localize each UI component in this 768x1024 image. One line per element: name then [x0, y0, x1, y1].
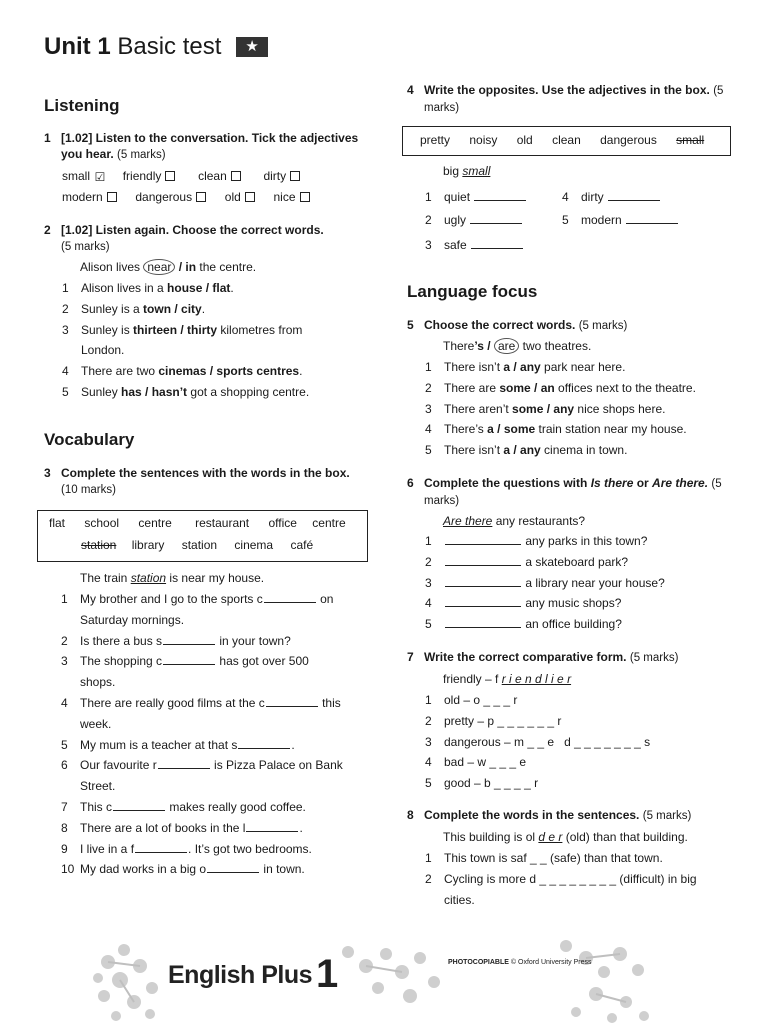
list-item[interactable]: 3 There aren’t some / any nice shops here.	[425, 401, 666, 416]
list-item[interactable]: 3 dangerous – m _ _ e d _ _ _ _ _ _ _ s	[425, 734, 651, 749]
question-5: 5 Choose the correct words. (5 marks)	[407, 318, 628, 332]
question-4-text: Write the opposites. Use the adjectives in the box.	[424, 83, 710, 97]
checkbox-icon[interactable]	[290, 171, 300, 181]
list-item[interactable]: 1 any parks in this town?	[425, 534, 648, 548]
option-modern[interactable]: modern	[62, 190, 117, 204]
language-focus-heading: Language focus	[407, 282, 538, 301]
q7-items	[425, 690, 650, 794]
option-dangerous[interactable]: dangerous	[135, 190, 206, 204]
checkbox-icon[interactable]	[196, 192, 206, 202]
q3-example: The train station is near my house.	[80, 571, 265, 585]
answer-blank[interactable]	[264, 591, 316, 603]
answer-blank[interactable]	[163, 633, 215, 645]
q8-example: This building is ol d e r (old) than that building.	[443, 830, 688, 844]
option-dirty[interactable]: dirty	[263, 169, 300, 183]
star-icon: ★	[236, 37, 268, 57]
list-item[interactable]: 9 I live in a f . It’s got two bedrooms.	[61, 841, 312, 856]
list-item[interactable]: 1 This town is saf _ _ (safe) than that town.	[425, 851, 663, 865]
list-item[interactable]: 8 There are a lot of books in the l .	[61, 820, 303, 835]
box-word: cinema	[234, 538, 274, 552]
question-3: 3 Complete the sentences with the words in the box. (10 marks)	[44, 466, 350, 496]
answer-blank[interactable]	[608, 189, 660, 201]
list-item: week.	[80, 716, 112, 731]
box-word: noisy	[469, 133, 498, 147]
list-item[interactable]: 2 Cycling is more d _ _ _ _ _ _ _ _ (difficult) in big	[425, 871, 697, 886]
footer	[90, 932, 650, 1024]
list-item[interactable]: 2 a skateboard park?	[425, 554, 629, 569]
checkbox-checked-icon[interactable]: ☑	[94, 170, 106, 184]
list-item[interactable]: 5 modern	[562, 210, 679, 231]
checkbox-icon[interactable]	[245, 192, 255, 202]
box-word: clean	[552, 133, 581, 147]
list-item[interactable]: 3 Sunley is thirteen / thirty kilometres from	[62, 322, 303, 337]
box-word: centre	[312, 516, 346, 530]
q5-example: There’s / are two theatres.	[443, 339, 592, 353]
box-word: library	[131, 538, 165, 552]
list-item[interactable]: 1 My brother and I go to the sports c on	[61, 592, 334, 606]
q3-items	[61, 589, 343, 880]
box-word: office	[268, 516, 297, 530]
list-item[interactable]: 4 dirty	[562, 187, 661, 208]
question-8: 8 Complete the words in the sentences. (5 marks)	[407, 808, 692, 822]
answer-blank[interactable]	[445, 616, 521, 628]
answer-blank[interactable]	[158, 757, 210, 769]
answer-blank[interactable]	[135, 841, 187, 853]
list-item[interactable]: 4 There’s a / some train station near my house.	[425, 422, 687, 437]
copyright-notice: PHOTOCOPIABLE © Oxford University Press	[448, 959, 592, 966]
list-item[interactable]: 6 Our favourite r is Pizza Palace on Bank	[61, 758, 343, 773]
page-title	[44, 33, 268, 61]
list-item: Street.	[80, 779, 116, 794]
list-item[interactable]: 3 a library near your house?	[425, 575, 665, 590]
question-2-text: [1.02] Listen again. Choose the correct words.	[61, 223, 324, 237]
box-word: pretty	[420, 133, 451, 147]
list-item[interactable]: 5 My mum is a teacher at that s .	[61, 737, 295, 752]
option-nice[interactable]: nice	[273, 190, 309, 204]
q2-items	[62, 278, 309, 403]
list-item: cities.	[444, 892, 475, 907]
q8-items	[425, 848, 697, 910]
circled-answer: near	[143, 259, 175, 275]
question-5-text: Choose the correct words.	[424, 318, 576, 332]
q1-options-row-1	[62, 166, 300, 187]
list-item[interactable]: 5 There isn’t a / any cinema in town.	[425, 443, 628, 458]
list-item[interactable]: 3 safe	[425, 235, 524, 256]
q6-items	[425, 531, 665, 635]
answer-blank[interactable]	[626, 212, 678, 224]
q4-example: big small	[443, 164, 491, 178]
word-box-q4	[402, 126, 731, 156]
question-7-text: Write the correct comparative form.	[424, 650, 627, 664]
q1-options-row-2	[62, 187, 310, 208]
q2-example: Alison lives near / in the centre.	[80, 260, 257, 274]
box-word: dangerous	[600, 133, 657, 147]
checkbox-icon[interactable]	[300, 192, 310, 202]
listening-heading: Listening	[44, 96, 120, 115]
answer-blank[interactable]	[445, 595, 521, 607]
box-word-used: small	[676, 133, 705, 147]
circled-answer: are	[494, 338, 519, 354]
list-item[interactable]: 2 pretty – p _ _ _ _ _ _ r	[425, 713, 562, 728]
checkbox-icon[interactable]	[107, 192, 117, 202]
box-word: café	[290, 538, 314, 552]
answer-blank[interactable]	[470, 212, 522, 224]
list-item[interactable]: 5 Sunley has / hasn’t got a shopping centre.	[62, 384, 310, 399]
list-item[interactable]: 4 There are two cinemas / sports centres.	[62, 364, 303, 379]
option-friendly[interactable]: friendly	[123, 169, 176, 183]
box-word: centre	[138, 516, 172, 530]
q6-example: Are there any restaurants?	[443, 514, 586, 528]
question-7: 7 Write the correct comparative form. (5 marks)	[407, 650, 679, 664]
q5-items	[425, 357, 696, 461]
list-item: London.	[81, 343, 125, 358]
answer-blank[interactable]	[445, 575, 521, 587]
question-2: 2 [1.02] Listen again. Choose the correct words. (5 marks)	[44, 223, 324, 253]
answer-blank[interactable]	[246, 820, 298, 832]
answer-blank[interactable]	[471, 237, 523, 249]
option-small[interactable]: small ☑	[62, 169, 106, 184]
question-3-text: Complete the sentences with the words in the box.	[61, 466, 350, 480]
box-word: station	[181, 538, 218, 552]
list-item[interactable]: 1 quiet	[425, 187, 527, 208]
list-item[interactable]: 10 My dad works in a big o in town.	[61, 862, 305, 877]
list-item: shops.	[80, 675, 116, 690]
list-item: Saturday mornings.	[80, 612, 185, 627]
answer-blank[interactable]	[266, 695, 318, 707]
checkbox-icon[interactable]	[165, 171, 175, 181]
answer-blank[interactable]	[445, 533, 521, 545]
answer-blank[interactable]	[445, 554, 521, 566]
vocabulary-heading: Vocabulary	[44, 430, 135, 449]
question-1: 1 [1.02] Listen to the conversation. Tick the adjectives you hear. (5 marks)	[44, 131, 359, 161]
word-box-q3	[37, 510, 368, 562]
question-6-text: Complete the questions with Is there or Are there.	[424, 476, 709, 490]
option-old[interactable]: old	[225, 190, 255, 204]
q7-example: friendly – f r i e n d l i e r	[443, 672, 572, 686]
list-item[interactable]: 1 There isn’t a / any park near here.	[425, 360, 626, 374]
question-6: 6 Complete the questions with Is there or Are there. (5 marks)	[407, 476, 722, 507]
box-word: old	[516, 133, 533, 147]
box-word-used: station	[81, 538, 117, 552]
answer-blank[interactable]	[207, 861, 259, 873]
brand-logo: English Plus 1	[168, 952, 338, 996]
answer-blank[interactable]	[238, 737, 290, 749]
list-item[interactable]: 2 Is there a bus s in your town?	[61, 633, 291, 648]
list-item[interactable]: 1 Alison lives in a house / flat.	[62, 281, 234, 295]
box-word: restaurant	[195, 516, 250, 530]
list-item[interactable]: 4 any music shops?	[425, 596, 622, 611]
answer-blank[interactable]	[163, 653, 215, 665]
box-word: flat	[49, 516, 66, 530]
list-item[interactable]: 2 Sunley is a town / city.	[62, 301, 206, 316]
list-item[interactable]: 4 bad – w _ _ _ e	[425, 755, 527, 770]
box-word: school	[84, 516, 120, 530]
list-item[interactable]: 7 This c makes really good coffee.	[61, 799, 306, 814]
option-clean[interactable]: clean	[198, 169, 241, 183]
test-title: Basic test	[117, 33, 222, 60]
checkbox-icon[interactable]	[231, 171, 241, 181]
answer-blank[interactable]	[474, 189, 526, 201]
unit-label: Unit 1	[44, 33, 111, 60]
list-item[interactable]: 2 ugly	[425, 210, 523, 231]
question-4: 4 Write the opposites. Use the adjectives in the box. (5 marks)	[407, 83, 724, 114]
list-item[interactable]: 5 good – b _ _ _ _ r	[425, 776, 539, 791]
answer-blank[interactable]	[113, 799, 165, 811]
list-item[interactable]: 4 There are really good films at the c this	[61, 695, 341, 710]
question-8-text: Complete the words in the sentences.	[424, 808, 640, 822]
question-1-text: [1.02] Listen to the conversation. Tick the adjectives you hear.	[61, 131, 359, 161]
list-item[interactable]: 5 an office building?	[425, 617, 622, 632]
list-item[interactable]: 1 old – o _ _ _ r	[425, 693, 518, 707]
list-item[interactable]: 3 The shopping c has got over 500	[61, 654, 309, 669]
list-item[interactable]: 2 There are some / an offices next to the theatre.	[425, 380, 696, 395]
